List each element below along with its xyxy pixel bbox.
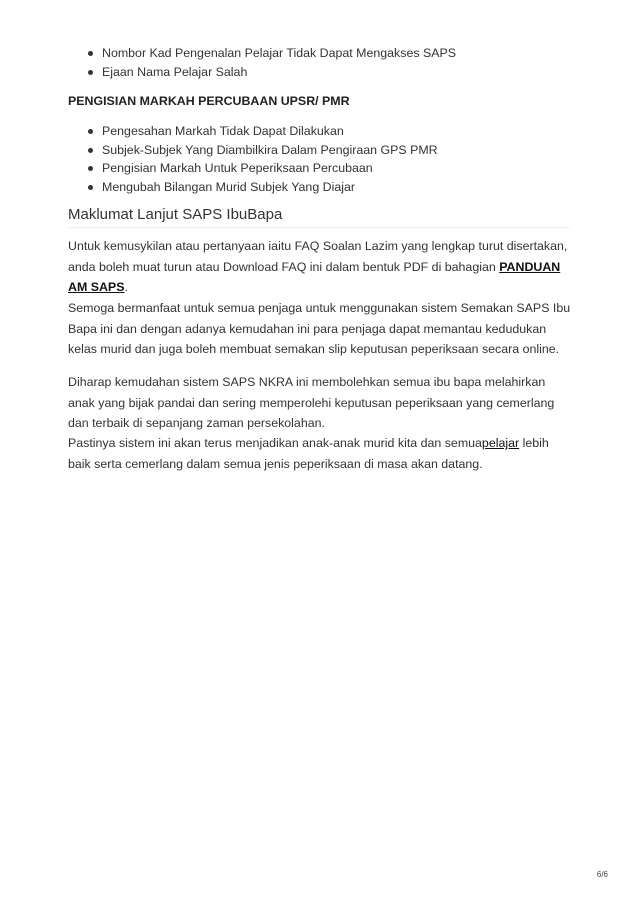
paragraph-text: lebih (519, 436, 549, 450)
list-item (88, 159, 438, 178)
list-item (88, 178, 438, 197)
paragraph-faq (68, 236, 572, 298)
paragraph-line: dan terbaik di sepanjang zaman persekolahan. (68, 416, 325, 430)
list-item-text: Mengubah Bilangan Murid Subjek Yang Diajar (102, 179, 356, 194)
paragraph-text: Pastinya sistem ini akan terus menjadikan anak-anak murid kita dan semua (68, 436, 482, 450)
paragraph-text: anda boleh muat turun atau Download FAQ ini dalam bentuk PDF di bahagian (68, 259, 496, 274)
paragraph-pastinya (68, 433, 572, 474)
bullet-list-top (88, 44, 456, 81)
paragraph-line: anak yang bijak pandai dan sering memperolehi keputusan peperiksaan yang cemerlang (68, 395, 555, 410)
list-item (88, 63, 456, 82)
list-item-text: Pengisian Markah Untuk Peperiksaan Percubaan (102, 161, 373, 175)
bullet-icon (88, 166, 93, 171)
bullet-list-second (88, 122, 438, 196)
list-item-text: Nombor Kad Pengenalan Pelajar Tidak Dapat Mengakses SAPS (102, 46, 457, 60)
paragraph-semoga (68, 298, 572, 360)
list-item (88, 44, 456, 63)
bullet-icon (88, 70, 93, 75)
pelajar-link[interactable]: pelajar (481, 436, 520, 450)
panduan-am-saps-link[interactable]: PANDUAN (499, 259, 561, 274)
page-number: 6/6 (596, 870, 608, 879)
paragraph-line: Untuk kemusykilan atau pertanyaan iaitu FAQ Soalan Lazim yang lengkap turut disertakan, (68, 239, 568, 253)
section-heading: Maklumat Lanjut SAPS IbuBapa (68, 206, 570, 228)
paragraph-line: kelas murid dan juga boleh membuat semakan slip keputusan peperiksaan secara online. (68, 342, 560, 356)
paragraph-line (68, 257, 572, 278)
panduan-am-saps-link-continued[interactable]: AM SAPS (68, 280, 125, 294)
paragraph-line (68, 433, 572, 454)
list-item-text: Ejaan Nama Pelajar Salah (102, 64, 248, 79)
list-item (88, 141, 438, 160)
paragraph-line: baik serta cemerlang dalam semua jenis peperiksaan di masa akan datang. (68, 456, 483, 471)
bullet-icon (88, 185, 93, 190)
paragraph-line: Semoga bermanfaat untuk semua penjaga untuk menggunakan sistem Semakan SAPS Ibu (68, 301, 571, 315)
paragraph-text: . (124, 280, 128, 294)
paragraph-diharap (68, 372, 572, 434)
bullet-icon (88, 129, 93, 134)
list-item-text: Subjek-Subjek Yang Diambilkira Dalam Pengiraan GPS PMR (102, 142, 438, 157)
list-item-text: Pengesahan Markah Tidak Dapat Dilakukan (102, 124, 344, 138)
paragraph-line: Bapa ini dan dengan adanya kemudahan ini para penjaga dapat memantau kedudukan (68, 321, 547, 336)
list-item (88, 122, 438, 141)
bullet-icon (88, 148, 93, 153)
paragraph-line: Diharap kemudahan sistem SAPS NKRA ini membolehkan semua ibu bapa melahirkan (68, 375, 546, 389)
bullet-icon (88, 51, 93, 56)
subheading: PENGISIAN MARKAH PERCUBAAN UPSR/ PMR (68, 94, 350, 108)
paragraph-line (68, 277, 572, 298)
